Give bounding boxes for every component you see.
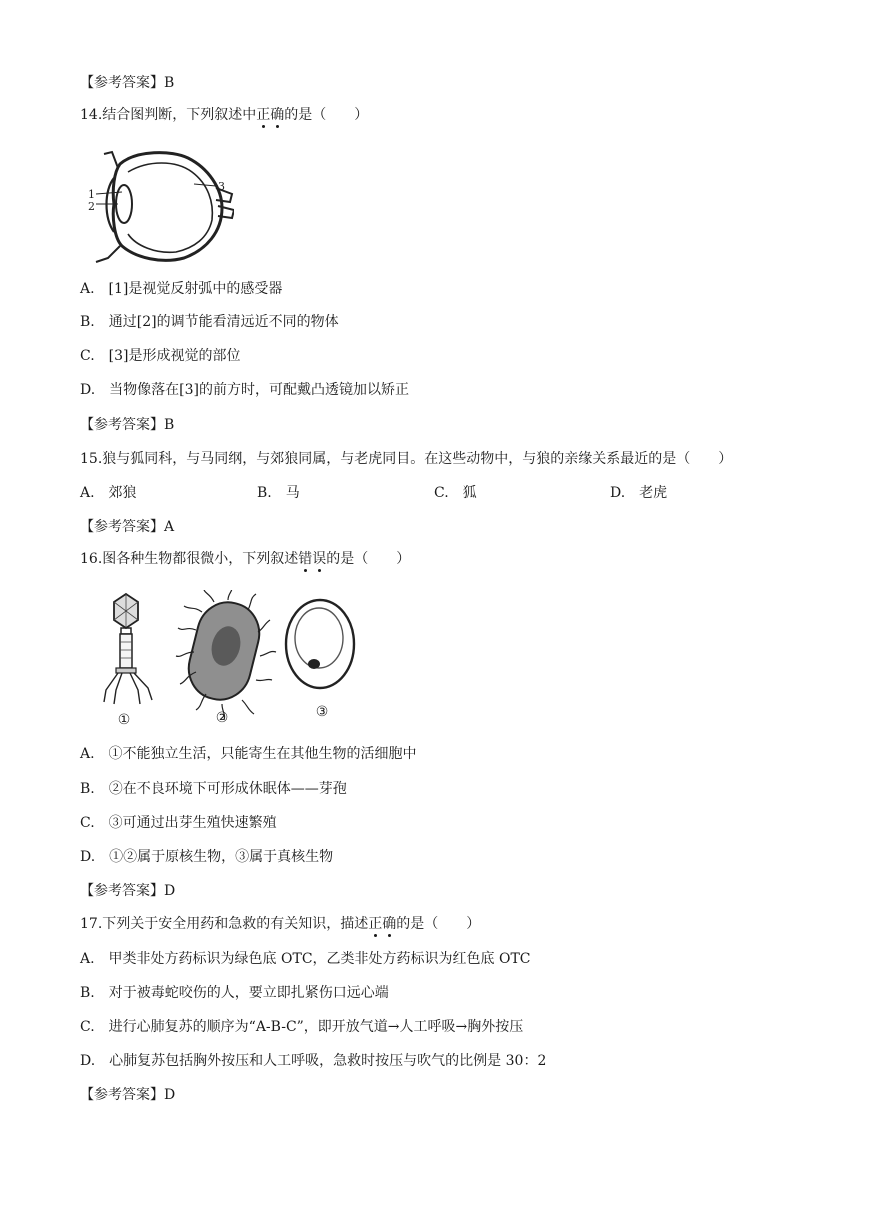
- q16-text-pre: 16.图各种生物都很微小，下列叙述: [80, 551, 299, 567]
- q16-option-a: A. ①不能独立生活，只能寄生在其他生物的活细胞中: [80, 746, 417, 762]
- answer-16: 【参考答案】D: [80, 883, 176, 899]
- question-17: [80, 915, 480, 933]
- q15-option-b: B. 马: [257, 485, 300, 501]
- q14-emphasis-1: 正: [256, 107, 271, 123]
- eye-label-3: 3: [218, 180, 225, 193]
- q16-option-b: B. ②在不良环境下可形成休眠体——芽孢: [80, 781, 347, 797]
- q15-option-a: A. 郊狼: [80, 485, 137, 501]
- eye-label-2: 2: [88, 200, 95, 213]
- q14-option-c: C. [3]是形成视觉的部位: [80, 348, 241, 364]
- q14-text-pre: 14.结合图判断，下列叙述中: [80, 107, 257, 123]
- question-14: [80, 106, 368, 124]
- eye-diagram: [84, 146, 234, 266]
- answer-14: 【参考答案】B: [80, 417, 175, 433]
- q15-option-d: D. 老虎: [610, 485, 668, 501]
- q14-emphasis-2: 确: [270, 107, 285, 123]
- q14-option-d: D. 当物像落在[3]的前方时，可配戴凸透镜加以矫正: [80, 382, 410, 398]
- eye-label-1: 1: [88, 188, 95, 201]
- microbe-label-1: ①: [117, 712, 131, 728]
- bacterium-image: [176, 590, 276, 726]
- question-15: 15.狼与狐同科，与马同纲，与郊狼同属，与老虎同目。在这些动物中，与狼的亲缘关系最近的是（ ）: [80, 451, 733, 467]
- answer-15: 【参考答案】A: [80, 519, 175, 535]
- q17-option-a: A. 甲类非处方药标识为绿色底 OTC，乙类非处方药标识为红色底 OTC: [80, 951, 531, 967]
- q17-text-post: 的是（ ）: [396, 916, 481, 932]
- q14-text-post: 的是（ ）: [284, 107, 369, 123]
- q17-option-c: C. 进行心肺复苏的顺序为“A-B-C”，即开放气道→人工呼吸→胸外按压: [80, 1019, 524, 1035]
- q15-option-c: C. 狐: [434, 485, 477, 501]
- microorganism-diagram: [98, 590, 368, 730]
- q17-option-d: D. 心肺复苏包括胸外按压和人工呼吸，急救时按压与吹气的比例是 30：2: [80, 1053, 547, 1069]
- answer-13: 【参考答案】B: [80, 75, 175, 91]
- answer-17: 【参考答案】D: [80, 1087, 176, 1103]
- microbe-label-3: ③: [315, 704, 329, 720]
- q16-text-post: 的是（ ）: [326, 551, 411, 567]
- q17-emphasis-1: 正: [368, 916, 383, 932]
- q16-option-c: C. ③可通过出芽生殖快速繁殖: [80, 815, 277, 831]
- question-16: [80, 550, 410, 568]
- microbe-label-2: ②: [215, 710, 229, 726]
- q14-option-b: B. 通过[2]的调节能看清远近不同的物体: [80, 314, 339, 330]
- q16-emphasis-1: 错: [298, 551, 313, 567]
- q17-emphasis-2: 确: [382, 916, 397, 932]
- q16-emphasis-2: 误: [312, 551, 327, 567]
- q17-option-b: B. 对于被毒蛇咬伤的人，要立即扎紧伤口远心端: [80, 985, 389, 1001]
- bacteriophage-image: [104, 594, 152, 728]
- q16-option-d: D. ①②属于原核生物，③属于真核生物: [80, 849, 334, 865]
- q17-text-pre: 17.下列关于安全用药和急救的有关知识，描述: [80, 916, 369, 932]
- yeast-cell-image: [286, 600, 354, 720]
- q14-option-a: A. [1]是视觉反射弧中的感受器: [80, 281, 283, 297]
